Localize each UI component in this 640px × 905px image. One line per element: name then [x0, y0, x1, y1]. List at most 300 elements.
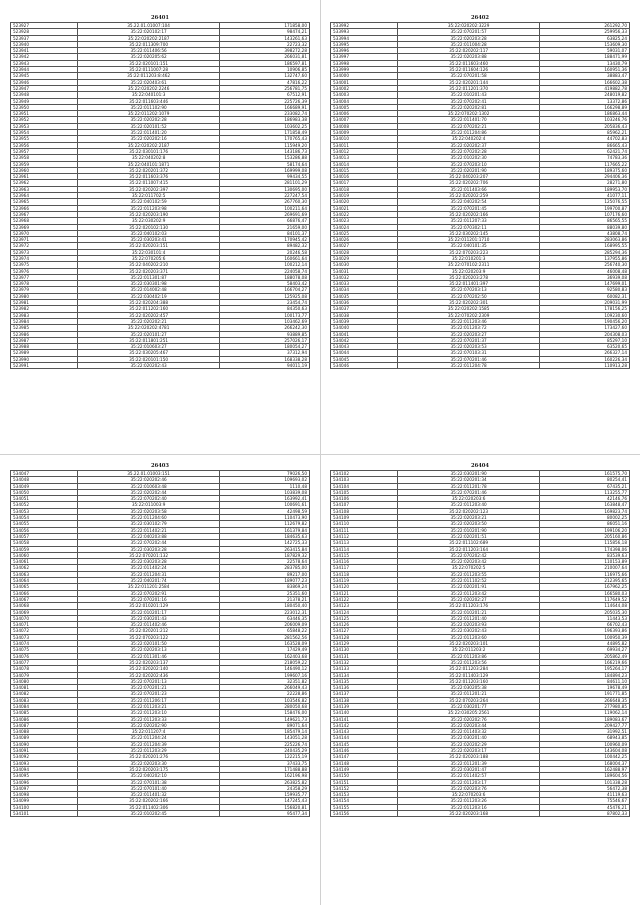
- row-number-cell: 523945: [11, 73, 78, 79]
- row-number-cell: 534149: [331, 766, 398, 772]
- row-number-cell: 523955: [11, 136, 78, 142]
- row-number-cell: 534066: [11, 590, 78, 596]
- value-cell: 160951,36: [539, 67, 629, 73]
- row-number-cell: 534035: [331, 293, 398, 299]
- cadastral-number-cell: 35:22:070203:122: [78, 634, 219, 640]
- sheet-26403: [10, 462, 310, 817]
- row-number-cell: 534097: [11, 785, 78, 791]
- row-number-cell: 534070: [11, 615, 78, 621]
- row-number-cell: 534087: [11, 722, 78, 728]
- cadastral-number-cell: 35:22:011203:164: [398, 546, 539, 552]
- value-cell: 168338,28: [219, 356, 309, 362]
- value-cell: 115856,18: [539, 540, 629, 546]
- sheet-26402: [330, 14, 630, 369]
- cadastral-number-cell: 35:22:011401:20: [78, 130, 219, 136]
- cadastral-number-cell: 35:22:020202:2187: [78, 142, 219, 148]
- row-number-cell: 534013: [331, 155, 398, 161]
- cadastral-number-cell: 35:22:011202:1079: [78, 111, 219, 117]
- row-number-cell: 534056: [11, 527, 78, 533]
- value-cell: 153286,88: [219, 155, 309, 161]
- value-cell: 248019,82: [539, 92, 629, 98]
- value-cell: 103839,08: [219, 489, 309, 495]
- row-number-cell: 523941: [11, 48, 78, 54]
- row-number-cell: 534062: [11, 565, 78, 571]
- row-number-cell: 534081: [11, 685, 78, 691]
- cadastral-number-cell: 35:22:011603:446: [78, 98, 219, 104]
- value-cell: 280050,68: [219, 703, 309, 709]
- row-number-cell: 534054: [11, 515, 78, 521]
- horizontal-page-divider: [0, 454, 640, 455]
- cadastral-number-cell: 35:22:070202:91: [78, 590, 219, 596]
- row-number-cell: 534103: [331, 477, 398, 483]
- value-cell: 166298,89: [539, 104, 629, 110]
- row-number-cell: 534049: [11, 483, 78, 489]
- row-number-cell: 523969: [11, 224, 78, 230]
- value-cell: 95477,34: [219, 811, 309, 817]
- cadastral-number-cell: 35:22:030201:90: [398, 471, 539, 477]
- row-number-cell: 523949: [11, 98, 78, 104]
- vertical-page-divider: [320, 0, 321, 905]
- value-cell: 98474,21: [219, 29, 309, 35]
- cadastral-number-cell: 35.22.01.01007:104: [78, 23, 219, 29]
- row-number-cell: 534088: [11, 729, 78, 735]
- cadastral-number-cell: 35:22:020201:372: [78, 167, 219, 173]
- row-number-cell: 523944: [11, 67, 78, 73]
- cadastral-number-cell: 35:22:020202:2246: [78, 85, 219, 91]
- row-number-cell: 523987: [11, 337, 78, 343]
- cadastral-number-cell: 35:22:070201:16: [78, 596, 219, 602]
- value-cell: 66702,43: [539, 622, 629, 628]
- value-cell: 166602,38: [539, 79, 629, 85]
- cadastral-number-cell: 35:22:030402:19: [78, 293, 219, 299]
- value-cell: 167962,25: [539, 584, 629, 590]
- value-cell: 191771,85: [539, 691, 629, 697]
- cadastral-number-cell: 35:22:011203:42: [398, 590, 539, 596]
- cadastral-number-cell: 35:22:070203:264: [398, 697, 539, 703]
- value-cell: 205160,86: [539, 533, 629, 539]
- row-number-cell: 534133: [331, 666, 398, 672]
- cadastral-number-cell: 35:22:020203:190: [78, 211, 219, 217]
- value-cell: 162403,68: [219, 653, 309, 659]
- value-cell: 84101,37: [219, 230, 309, 236]
- row-number-cell: 534138: [331, 697, 398, 703]
- value-cell: 125925,08: [219, 293, 309, 299]
- cadastral-number-cell: 35:22:020202:2187: [78, 35, 219, 41]
- value-cell: 22723,32: [219, 41, 309, 47]
- row-number-cell: 534055: [11, 521, 78, 527]
- value-cell: 59031,07: [539, 48, 629, 54]
- value-cell: 132747,60: [219, 73, 309, 79]
- row-number-cell: 534106: [331, 496, 398, 502]
- row-number-cell: 523973: [11, 249, 78, 255]
- value-cell: 75546,67: [539, 798, 629, 804]
- cadastral-number-cell: 35:22:011203:29: [78, 748, 219, 754]
- value-cell: 189604,56: [539, 773, 629, 779]
- row-number-cell: 534036: [331, 300, 398, 306]
- row-number-cell: 534114: [331, 546, 398, 552]
- cadastral-number-cell: 35:22:070201:45: [398, 205, 539, 211]
- cadastral-number-cell: 35:22:011801:251: [78, 337, 219, 343]
- value-cell: 79026,50: [219, 471, 309, 477]
- value-cell: 163992,41: [219, 496, 309, 502]
- value-cell: 209427,77: [539, 722, 629, 728]
- cadastral-number-cell: 35:22:011203:56: [398, 659, 539, 665]
- cadastral-number-cell: 35:22:030201:77: [398, 703, 539, 709]
- value-cell: 84611,10: [539, 678, 629, 684]
- cadastral-number-cell: 35:22:040202:4: [398, 136, 539, 142]
- row-number-cell: 534071: [11, 622, 78, 628]
- sheet-26404: [330, 462, 630, 817]
- value-cell: 125076,55: [539, 199, 629, 205]
- cadastral-number-cell: 35:22:030205:2561: [398, 710, 539, 716]
- cadastral-number-cell: 35:22:040101:3: [78, 92, 219, 98]
- cadastral-number-cell: 35:22:011102:90: [78, 104, 219, 110]
- row-number-cell: 534156: [331, 811, 398, 817]
- row-number-cell: 534076: [11, 653, 78, 659]
- row-number-cell: 534047: [11, 471, 78, 477]
- row-number-cell: 523959: [11, 161, 78, 167]
- value-cell: 107176,60: [539, 211, 629, 217]
- value-cell: 186983,38: [219, 117, 309, 123]
- value-cell: 259956,33: [539, 29, 629, 35]
- cadastral-number-cell: 35:22:020203:168: [398, 811, 539, 817]
- row-number-cell: 534109: [331, 515, 398, 521]
- cadastral-number-cell: 35:22:011401:70: [398, 117, 539, 123]
- cadastral-number-cell: 35:22:020403:61: [78, 79, 219, 85]
- cadastral-number-cell: 35:22:020201:212: [78, 628, 219, 634]
- row-number-cell: 534042: [331, 337, 398, 343]
- value-cell: 205862,49: [539, 653, 629, 659]
- value-cell: 143186,73: [219, 148, 309, 154]
- cadastral-number-cell: 35:22:020202:140: [78, 666, 219, 672]
- value-cell: 184635,63: [219, 533, 309, 539]
- row-number-cell: 534060: [11, 552, 78, 558]
- cadastral-number-cell: 35:22:011203:98: [78, 205, 219, 211]
- cadastral-number-cell: 35:22:020202:27: [398, 596, 539, 602]
- value-cell: 100691,61: [219, 502, 309, 508]
- cadastral-number-cell: 35:22:020202:43: [78, 363, 219, 369]
- row-number-cell: 523970: [11, 230, 78, 236]
- cadastral-number-cell: 35:22:020203:88: [398, 54, 539, 60]
- value-cell: 86565,55: [539, 218, 629, 224]
- row-number-cell: 534145: [331, 741, 398, 747]
- value-cell: 294406,36: [539, 174, 629, 180]
- row-number-cell: 534152: [331, 785, 398, 791]
- row-number-cell: 533998: [331, 60, 398, 66]
- value-cell: 147245,43: [219, 798, 309, 804]
- cadastral-number-cell: 35:22:020203:175: [78, 766, 219, 772]
- cadastral-number-cell: 35:22:070201:23: [78, 691, 219, 697]
- value-cell: 119062,14: [539, 710, 629, 716]
- row-number-cell: 523975: [11, 262, 78, 268]
- cadastral-number-cell: 35:22:020202:29: [398, 741, 539, 747]
- value-cell: 22228,86: [219, 691, 309, 697]
- row-number-cell: 534061: [11, 559, 78, 565]
- value-cell: 100212,14: [219, 262, 309, 268]
- value-cell: 11443,53: [539, 615, 629, 621]
- cadastral-number-cell: 35:22:011201:370: [398, 85, 539, 91]
- cadastral-number-cell: 35:22:011203:55: [398, 571, 539, 577]
- value-cell: 17429,49: [219, 647, 309, 653]
- value-cell: 20246,58: [219, 249, 309, 255]
- cadastral-number-cell: 35:22:070202:44: [78, 540, 219, 546]
- row-number-cell: 534012: [331, 148, 398, 154]
- row-number-cell: 533995: [331, 41, 398, 47]
- row-number-cell: 534052: [11, 502, 78, 508]
- cadastral-number-cell: 35:22:020202:76: [398, 716, 539, 722]
- cadastral-number-cell: 35:22:011201:21: [398, 691, 539, 697]
- cadastral-number-cell: 35:22:011309:700: [78, 41, 219, 47]
- cadastral-number-cell: 35:22:030202:9: [78, 218, 219, 224]
- row-number-cell: 534007: [331, 117, 398, 123]
- value-cell: 67435,21: [539, 483, 629, 489]
- row-number-cell: 523986: [11, 331, 78, 337]
- value-cell: 233082,74: [219, 111, 309, 117]
- row-number-cell: 523964: [11, 193, 78, 199]
- value-cell: 100960,09: [539, 741, 629, 747]
- row-number-cell: 534022: [331, 211, 398, 217]
- value-cell: 63825,24: [539, 35, 629, 41]
- value-cell: 218059,22: [219, 659, 309, 665]
- row-number-cell: 534140: [331, 710, 398, 716]
- value-cell: 44895,82: [539, 641, 629, 647]
- row-number-cell: 534045: [331, 356, 398, 362]
- value-cell: 269691,69: [219, 211, 309, 217]
- cadastral-number-cell: 35:22:020202:44: [78, 489, 219, 495]
- cadastral-number-cell: 35:22:070201:13: [78, 678, 219, 684]
- row-number-cell: 534112: [331, 533, 398, 539]
- value-cell: 147699,01: [539, 281, 629, 287]
- cadastral-number-cell: 35:22:011004:28: [398, 41, 539, 47]
- cadastral-number-cell: 35:22:011201:1710: [398, 237, 539, 243]
- row-number-cell: 534064: [11, 578, 78, 584]
- row-number-cell: 523965: [11, 199, 78, 205]
- cadastral-number-cell: 35:22:070103:31: [398, 350, 539, 356]
- value-cell: 100442,25: [539, 754, 629, 760]
- row-number-cell: 534122: [331, 596, 398, 602]
- row-number-cell: 534120: [331, 584, 398, 590]
- row-number-cell: 533993: [331, 29, 398, 35]
- value-cell: 58403,42: [219, 281, 309, 287]
- cadastral-number-cell: 35:22:020202:28: [78, 117, 219, 123]
- value-cell: 263415,84: [219, 546, 309, 552]
- cadastral-number-cell: 35:22:020202:90: [78, 722, 219, 728]
- row-number-cell: 534067: [11, 596, 78, 602]
- value-cell: 266031,81: [219, 54, 309, 60]
- value-cell: 166219,66: [539, 659, 629, 665]
- value-cell: 37433,75: [219, 760, 309, 766]
- row-number-cell: 534131: [331, 653, 398, 659]
- row-number-cell: 534136: [331, 685, 398, 691]
- row-number-cell: 534033: [331, 281, 398, 287]
- cadastral-number-cell: 35:22:011203:60: [398, 634, 539, 640]
- row-number-cell: 534150: [331, 773, 398, 779]
- value-cell: 266242,30: [219, 325, 309, 331]
- value-cell: 159935,77: [219, 792, 309, 798]
- row-number-cell: 534082: [11, 691, 78, 697]
- value-cell: 110913,28: [539, 363, 629, 369]
- row-number-cell: 534121: [331, 590, 398, 596]
- cadastral-number-cell: 35:22:020203:93: [398, 622, 539, 628]
- row-number-cell: 534059: [11, 546, 78, 552]
- cadastral-number-cell: 35:22:070202:50: [398, 293, 539, 299]
- cadastral-number-cell: 35:22:070203:10: [398, 161, 539, 167]
- value-cell: 162196,98: [219, 773, 309, 779]
- value-cell: 45476,21: [539, 804, 629, 810]
- cadastral-number-cell: 35:22:070101:40: [78, 785, 219, 791]
- cadastral-number-cell: 35:22:070202:40: [78, 496, 219, 502]
- cadastral-number-cell: 35:22:030202:145: [398, 230, 539, 236]
- cadastral-number-cell: 35:22:040101:1871: [78, 161, 219, 167]
- cadastral-number-cell: 35:22:030202:43: [398, 628, 539, 634]
- row-number-cell: 534015: [331, 167, 398, 173]
- row-number-cell: 533999: [331, 67, 398, 73]
- value-cell: 188078,08: [219, 274, 309, 280]
- row-number-cell: 534058: [11, 540, 78, 546]
- value-cell: 195264,17: [539, 666, 629, 672]
- cadastral-number-cell: 35:22:020202:16: [78, 136, 219, 142]
- value-cell: 212395,65: [539, 578, 629, 584]
- value-cell: 277980,85: [539, 703, 629, 709]
- row-number-cell: 534128: [331, 634, 398, 640]
- row-number-cell: 523957: [11, 148, 78, 154]
- value-cell: 130695,00: [219, 186, 309, 192]
- row-number-cell: 534083: [11, 697, 78, 703]
- row-number-cell: 534148: [331, 760, 398, 766]
- row-number-cell: 534057: [11, 533, 78, 539]
- cadastral-number-cell: 35:22:070201:132: [78, 552, 219, 558]
- cadastral-number-cell: 35:22:020101:27: [78, 331, 219, 337]
- value-cell: 21378,21: [219, 596, 309, 602]
- value-cell: 227247,54: [219, 193, 309, 199]
- value-cell: 160661,64: [219, 255, 309, 261]
- row-number-cell: 534110: [331, 521, 398, 527]
- value-cell: 13430,79: [539, 60, 629, 66]
- row-number-cell: 534074: [11, 641, 78, 647]
- value-cell: 168004,37: [539, 760, 629, 766]
- cadastral-number-cell: 35:22:011202:160: [78, 306, 219, 312]
- row-number-cell: 534073: [11, 634, 78, 640]
- cadastral-number-cell: 35:22:020203:58: [78, 508, 219, 514]
- row-number-cell: 534008: [331, 123, 398, 129]
- cadastre-table: [10, 470, 310, 817]
- value-cell: 89482,32: [219, 243, 309, 249]
- value-cell: 31992,51: [539, 729, 629, 735]
- cadastral-number-cell: 35:22:020203:188: [398, 754, 539, 760]
- cadastral-number-cell: 35:22:011204:39: [78, 741, 219, 747]
- value-cell: 80254,41: [539, 477, 629, 483]
- cadastral-number-cell: 35:22:011203:2: [398, 647, 539, 653]
- cadastral-number-cell: 35:22:011204:86: [398, 130, 539, 136]
- row-number-cell: 523989: [11, 350, 78, 356]
- cadastral-number-cell: 35:22:011203:17: [398, 779, 539, 785]
- cadastral-number-cell: 35:22:030205:467: [78, 350, 219, 356]
- value-cell: 171858,00: [219, 23, 309, 29]
- row-number-cell: 523972: [11, 243, 78, 249]
- row-number-cell: 534119: [331, 578, 398, 584]
- row-number-cell: 534091: [11, 748, 78, 754]
- row-number-cell: 534130: [331, 647, 398, 653]
- cadastral-number-cell: 35:22:070302:11: [398, 224, 539, 230]
- row-number-cell: 534044: [331, 350, 398, 356]
- cadastral-number-cell: 35:22:014002:48: [78, 287, 219, 293]
- cadastral-number-cell: 35:22:040202:54: [398, 199, 539, 205]
- row-number-cell: 523927: [11, 23, 78, 29]
- cadastral-number-cell: 35:22:020203:13: [78, 647, 219, 653]
- row-number-cell: 534126: [331, 622, 398, 628]
- row-number-cell: 534101: [11, 811, 78, 817]
- value-cell: 206009,09: [219, 622, 309, 628]
- cadastral-number-cell: 35:22:020202:706: [398, 180, 539, 186]
- value-cell: 87802,33: [539, 811, 629, 817]
- cadastral-number-cell: 35:22:011201:39: [398, 760, 539, 766]
- cadastral-number-cell: 35:22:011207:4: [78, 729, 219, 735]
- value-cell: 184894,23: [539, 672, 629, 678]
- row-number-cell: 534155: [331, 804, 398, 810]
- cadastral-number-cell: 35:22:020202:457: [78, 312, 219, 318]
- value-cell: 205836,43: [539, 123, 629, 129]
- cadastral-number-cell: 35:22:020202:81: [398, 104, 539, 110]
- row-number-cell: 534026: [331, 237, 398, 243]
- value-cell: 153609,30: [539, 41, 629, 47]
- value-cell: 69934,27: [539, 647, 629, 653]
- cadastral-number-cell: 35:22:020202:46: [78, 477, 219, 483]
- value-cell: 21659,00: [219, 224, 309, 230]
- row-number-cell: 534127: [331, 628, 398, 634]
- cadastral-number-cell: 35:22:011203:40: [398, 502, 539, 508]
- cadastral-number-cell: 35:22:011203:160: [398, 678, 539, 684]
- value-cell: 266327,14: [539, 350, 629, 356]
- value-cell: 23454,74: [219, 300, 309, 306]
- row-number-cell: 523950: [11, 104, 78, 110]
- cadastral-number-cell: 35:22:020101:151: [78, 60, 219, 66]
- value-cell: 189083,67: [539, 716, 629, 722]
- cadastral-number-cell: 35:22:070202:1302: [398, 111, 539, 117]
- value-cell: 163528,09: [219, 641, 309, 647]
- table-row: [331, 811, 630, 817]
- row-number-cell: 534113: [331, 540, 398, 546]
- cadastral-number-cell: 35:22:011201:40: [398, 615, 539, 621]
- row-number-cell: 534123: [331, 603, 398, 609]
- row-number-cell: 523928: [11, 29, 78, 35]
- cadastral-number-cell: 35:22:020202:123: [398, 508, 539, 514]
- row-number-cell: 534094: [11, 766, 78, 772]
- cadastral-number-cell: 35:22:011402:57: [398, 773, 539, 779]
- cadastral-number-cell: 35:22:011203:8:462: [78, 73, 219, 79]
- row-number-cell: 523937: [11, 35, 78, 41]
- row-number-cell: 534132: [331, 659, 398, 665]
- cadastral-number-cell: 35:22:020202:1585: [398, 306, 539, 312]
- cadastral-number-cell: 35:22:020101:50: [78, 641, 219, 647]
- cadastral-number-cell: 35:22:040203:88: [78, 533, 219, 539]
- cadastral-number-cell: 35:22:020203:28: [398, 35, 539, 41]
- value-cell: 186597,81: [219, 60, 309, 66]
- row-number-cell: 534105: [331, 489, 398, 495]
- value-cell: 63446,35: [219, 615, 309, 621]
- cadastral-number-cell: 35:22:020203:278: [398, 274, 539, 280]
- value-cell: 92580,83: [539, 287, 629, 293]
- value-cell: 156820,81: [219, 804, 309, 810]
- cadastral-number-cell: 35:22:020203:30: [78, 760, 219, 766]
- value-cell: 88039,80: [539, 224, 629, 230]
- cadastral-number-cell: 35:22:020201:144: [398, 79, 539, 85]
- row-number-cell: 534025: [331, 230, 398, 236]
- row-number-cell: 523974: [11, 255, 78, 261]
- row-number-cell: 534075: [11, 647, 78, 653]
- cadastral-number-cell: 35:22:070201:46: [398, 356, 539, 362]
- cadastral-number-cell: 35:22:011301:46: [78, 653, 219, 659]
- row-number-cell: 523968: [11, 218, 78, 224]
